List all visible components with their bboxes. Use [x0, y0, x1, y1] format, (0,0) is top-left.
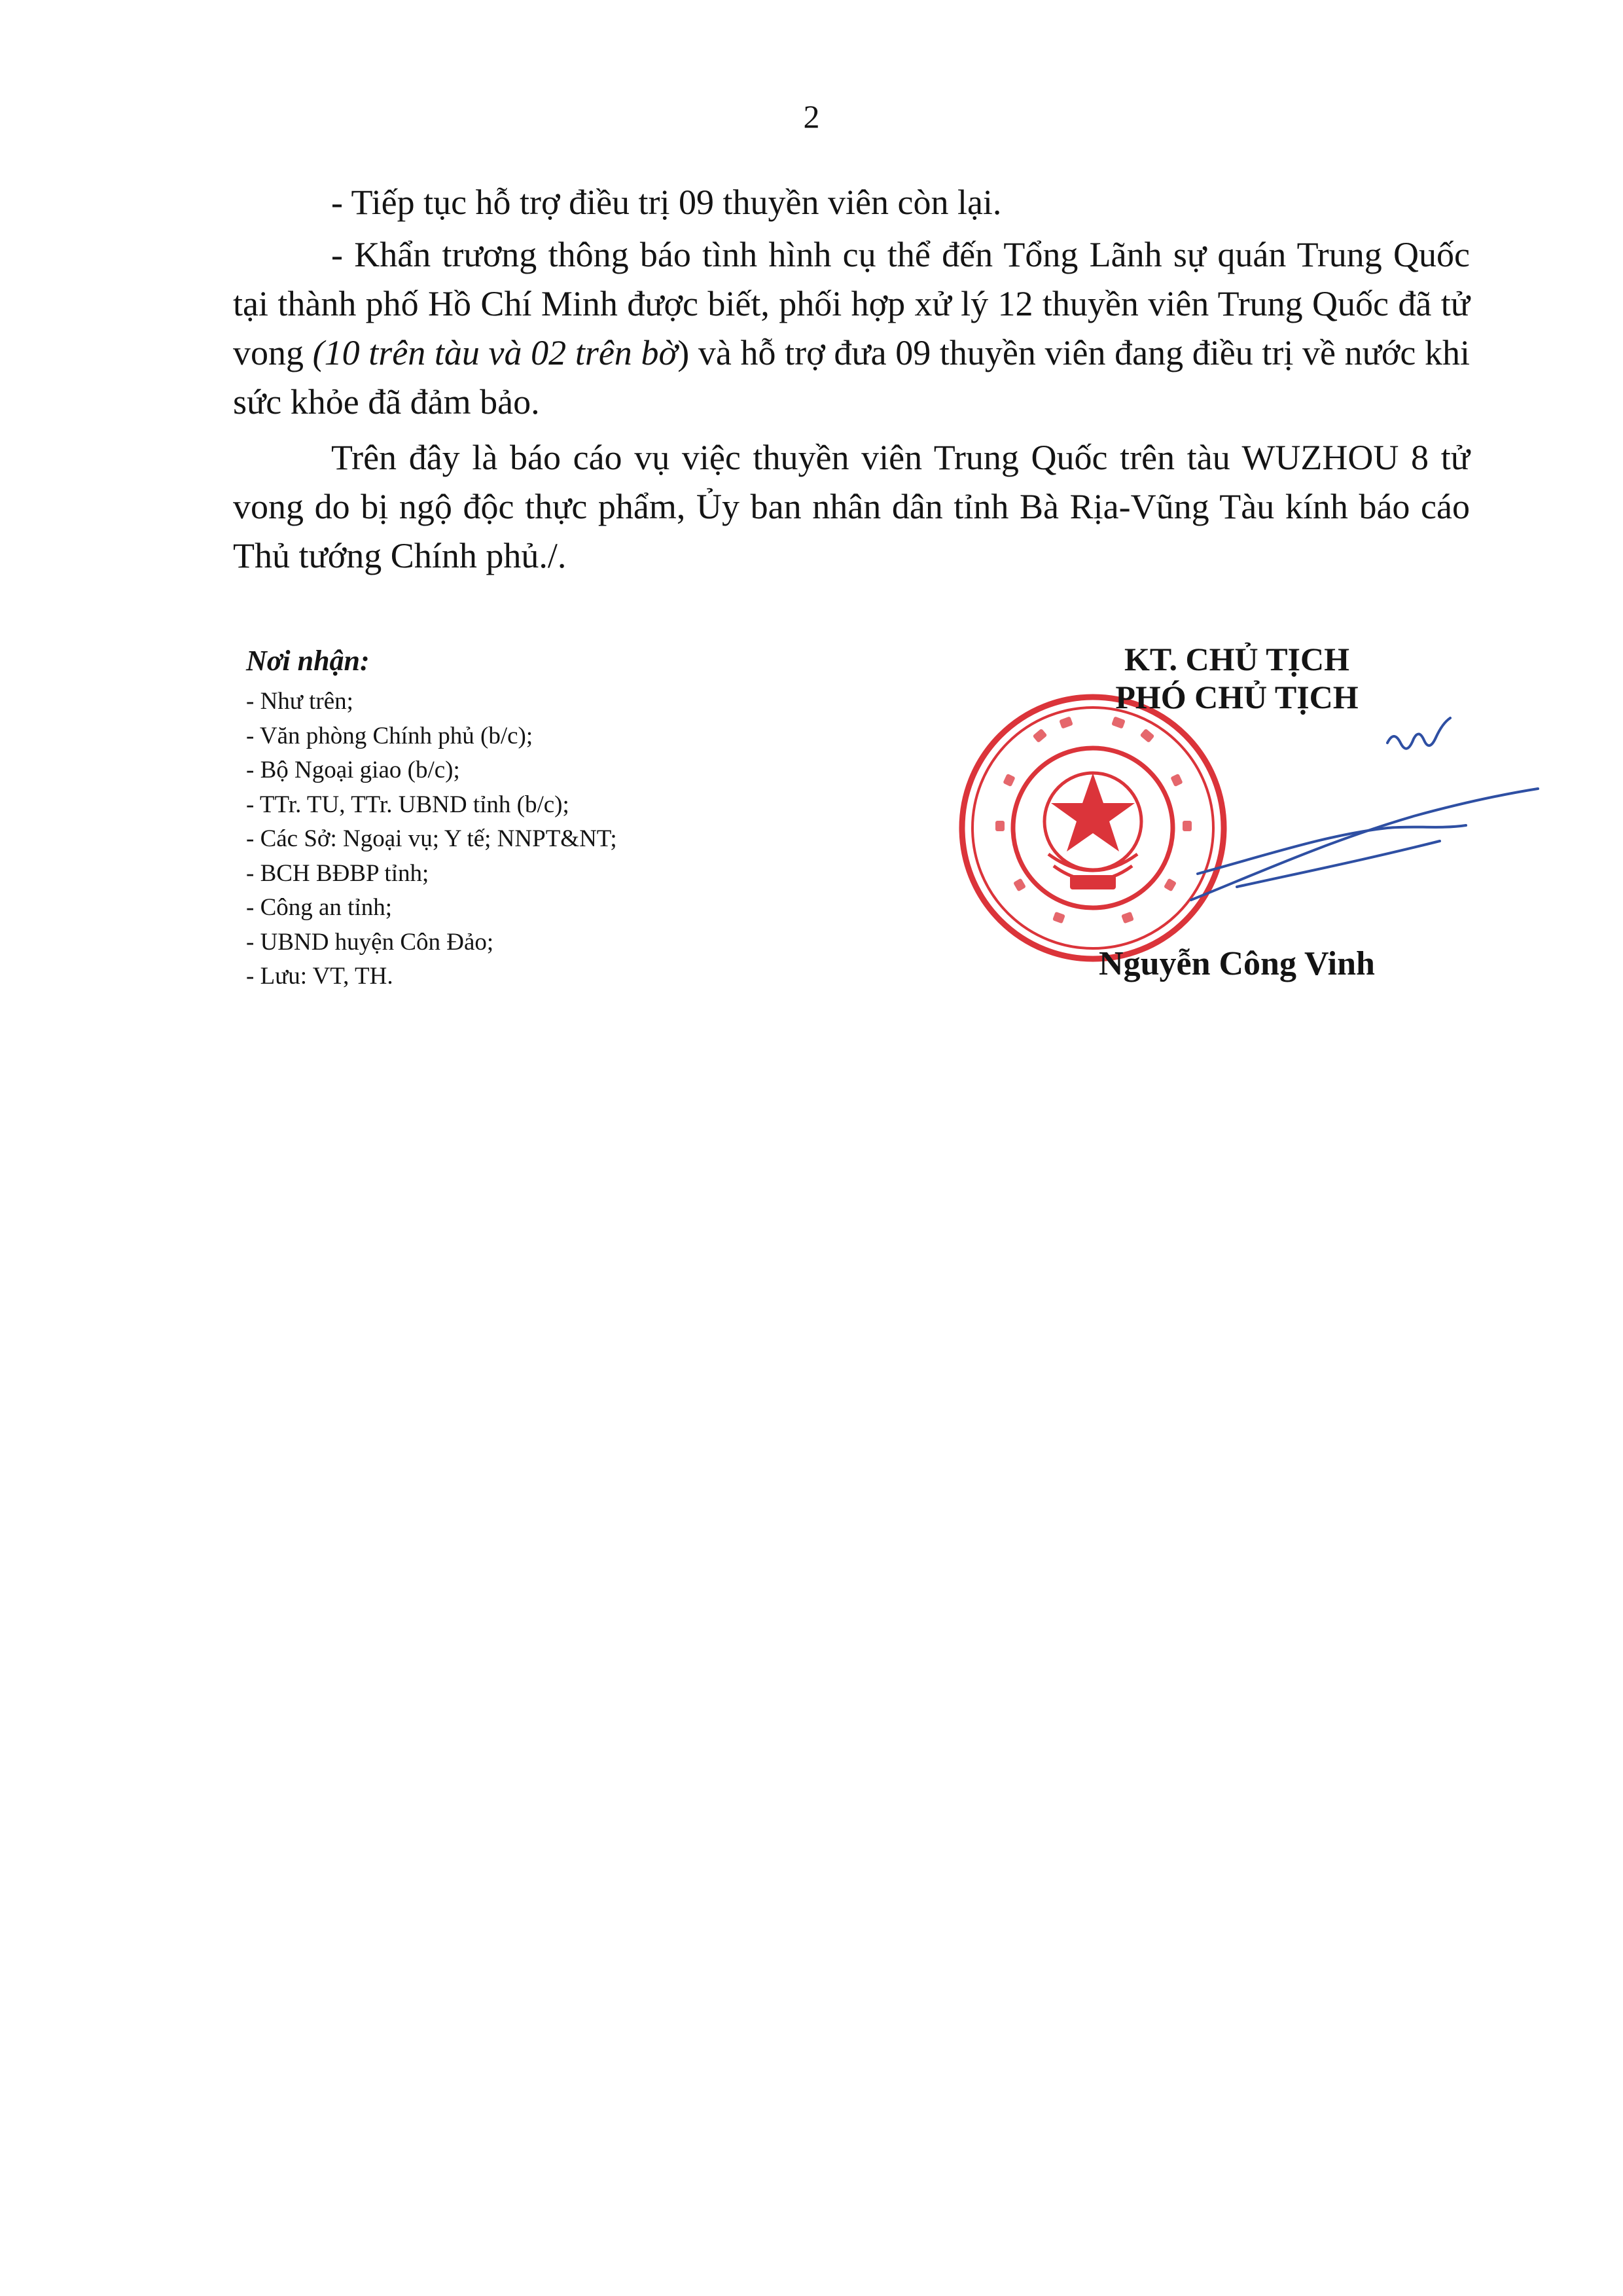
signer-name: Nguyễn Công Vinh: [1099, 945, 1375, 982]
paragraph-notify-consulate-part1: - Khẩn trương thông báo tình hình cụ thể đến Tổng Lãnh sự quán Trung Quốc tại thành phố Hồ Chí Minh được biết, phối hợp xử lý 12 thuyền viên Trung Quốc đã tử vong: [233, 235, 1470, 372]
recipient-item: - Các Sở: Ngoại vụ; Y tế; NNPT&NT;: [246, 825, 617, 852]
recipient-item: - Công an tỉnh;: [246, 894, 393, 921]
recipient-item: - UBND huyện Côn Đảo;: [246, 928, 494, 956]
recipient-item: - BCH BĐBP tỉnh;: [246, 859, 429, 887]
recipient-item: - Như trên;: [246, 688, 353, 715]
paragraph-continue-treatment: - Tiếp tục hỗ trợ điều trị 09 thuyền viên còn lại.: [331, 183, 1002, 222]
signature-title-line1: KT. CHỦ TỊCH: [1124, 641, 1350, 677]
signature-title-line2: PHÓ CHỦ TỊCH: [1115, 679, 1359, 715]
recipients-heading: Nơi nhận:: [246, 645, 370, 677]
document-body: [233, 178, 1470, 581]
recipient-item: - Văn phòng Chính phủ (b/c);: [246, 722, 533, 749]
recipients-block: [246, 641, 835, 994]
page-number: 2: [803, 98, 820, 135]
paragraph-notify-consulate-italic: (10 trên tàu và 02 trên bờ: [312, 333, 678, 372]
signature-block: [969, 638, 1492, 1005]
recipient-item: - Lưu: VT, TH.: [246, 963, 393, 990]
recipients-list: [246, 685, 835, 994]
paragraph-conclusion: Trên đây là báo cáo vụ việc thuyền viên Trung Quốc trên tàu WUZHOU 8 tử vong do bị ngộ độc thực phẩm, Ủy ban nhân dân tỉnh Bà Rịa-Vũng Tàu kính báo cáo Thủ tướng Chính phủ./.: [233, 438, 1470, 575]
recipient-item: - TTr. TU, TTr. UBND tỉnh (b/c);: [246, 791, 569, 818]
recipient-item: - Bộ Ngoại giao (b/c);: [246, 757, 460, 783]
paragraph-notify-consulate: [233, 230, 1470, 427]
paragraph-notify-consulate-part2: ) và hỗ trợ đưa 09 thuyền viên đang điều trị về nước khi sức khỏe đã đảm bảo.: [233, 333, 1471, 422]
